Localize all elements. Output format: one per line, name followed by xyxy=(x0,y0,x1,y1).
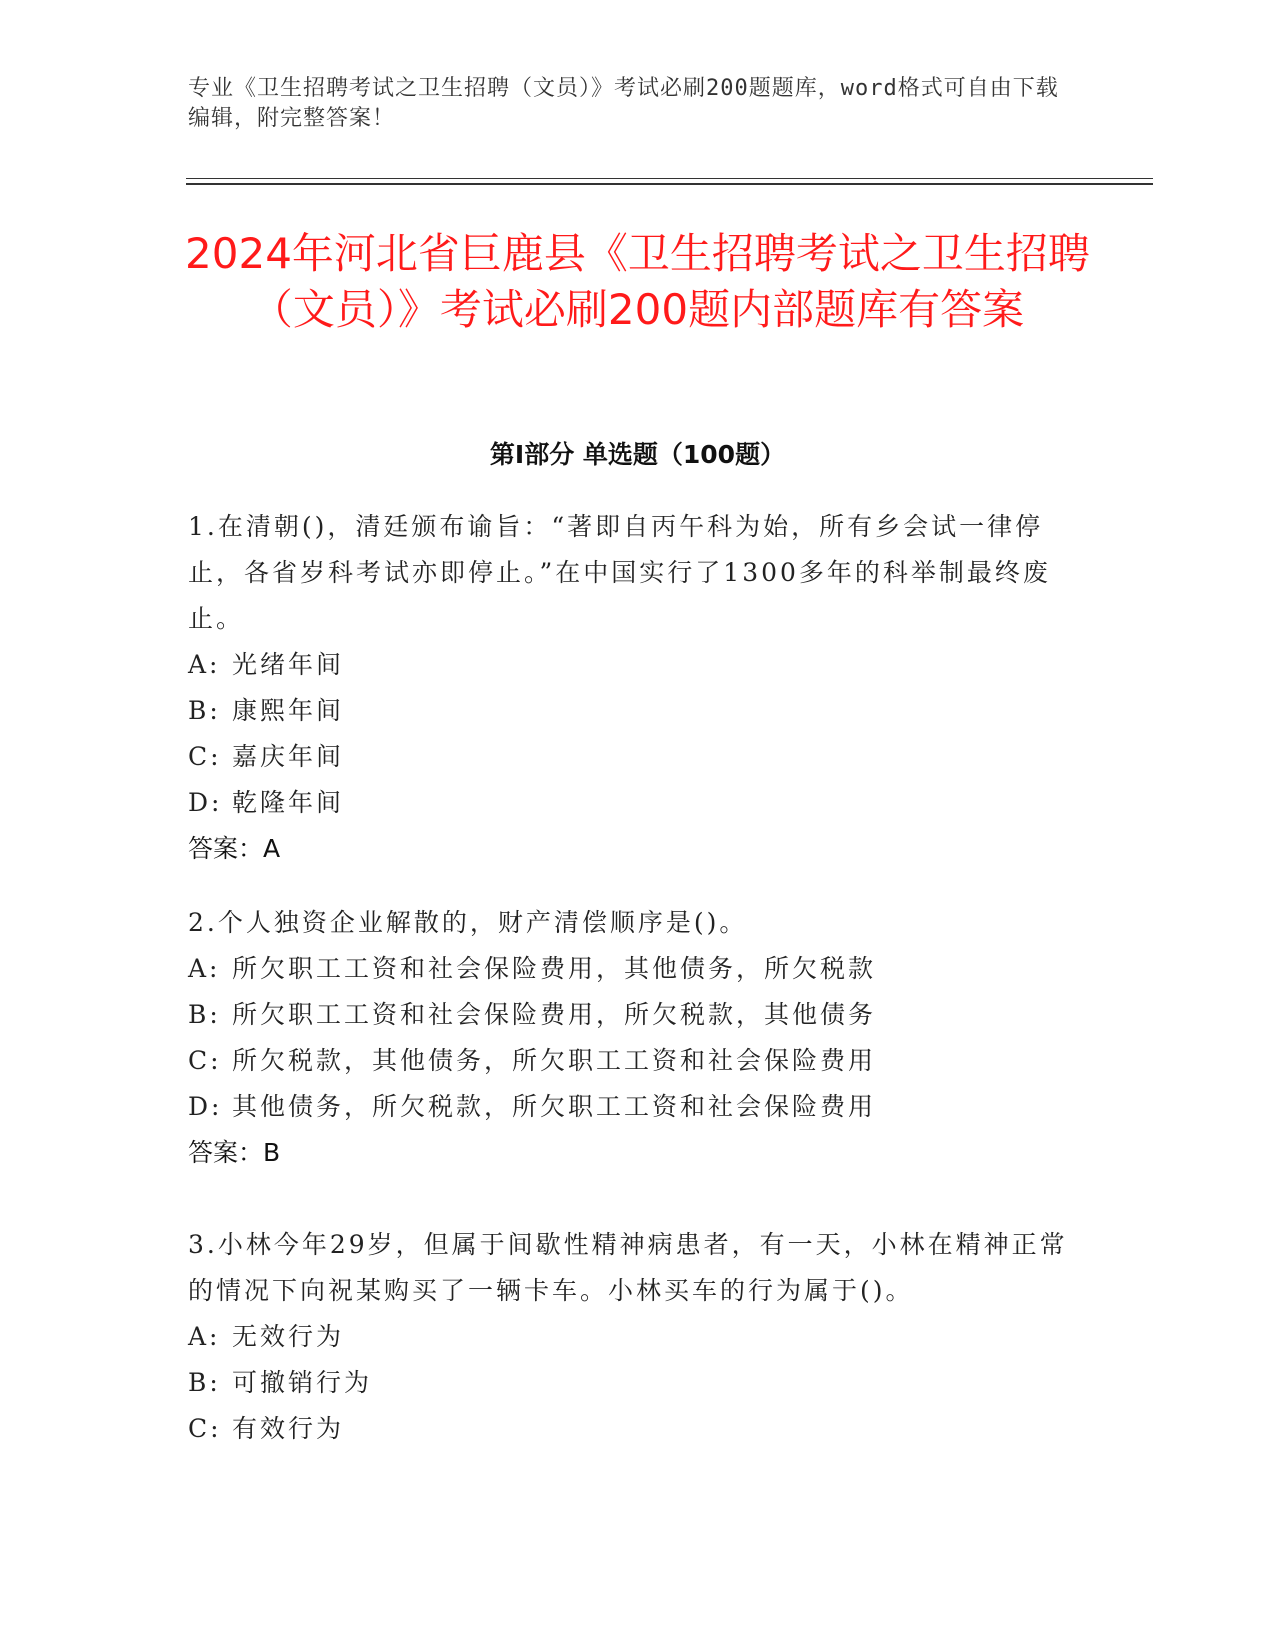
option-letter: B: xyxy=(188,1368,221,1397)
question-option-b xyxy=(188,992,1088,1038)
question-option-d xyxy=(188,780,1088,826)
question-option-b xyxy=(188,1360,1088,1406)
option-text: 可撤销行为 xyxy=(232,1368,373,1397)
document-title: 2024年河北省巨鹿县《卫生招聘考试之卫生招聘（文员）》考试必刷200题内部题库有答案 xyxy=(185,229,1090,334)
question-option-d xyxy=(188,1084,1088,1130)
option-text: 其他债务，所欠税款，所欠职工工资和社会保险费用 xyxy=(232,1092,877,1121)
question-stem: 1.在清朝()，清廷颁布谕旨：“著即自丙午科为始，所有乡会试一律停止，各省岁科考试亦即停止。”在中国实行了1300多年的科举制最终废止。 xyxy=(188,512,1051,633)
question-option-c xyxy=(188,1038,1088,1084)
option-letter: A: xyxy=(188,954,221,983)
option-text: 所欠税款，其他债务，所欠职工工资和社会保险费用 xyxy=(232,1046,877,1075)
section-heading: 第Ⅰ部分 单选题（100题） xyxy=(489,440,786,469)
question-option-b xyxy=(188,688,1088,734)
option-letter: A: xyxy=(188,1322,221,1351)
option-text: 有效行为 xyxy=(232,1414,345,1443)
question-option-a xyxy=(188,642,1088,688)
question-1 xyxy=(188,504,1088,872)
option-text: 乾隆年间 xyxy=(232,788,345,817)
header-rule-thin xyxy=(186,178,1153,179)
option-letter: C: xyxy=(188,1046,222,1075)
question-3 xyxy=(188,1222,1088,1452)
question-stem: 2.个人独资企业解散的，财产清偿顺序是()。 xyxy=(188,908,748,937)
header-rule-thick xyxy=(186,183,1153,185)
option-letter: C: xyxy=(188,1414,222,1443)
option-text: 康熙年间 xyxy=(232,696,345,725)
option-letter: C: xyxy=(188,742,222,771)
question-stem: 3.小林今年29岁，但属于间歇性精神病患者，有一天，小林在精神正常的情况下向祝某购买了一辆卡车。小林买车的行为属于()。 xyxy=(188,1230,1068,1305)
question-answer: 答案：A xyxy=(188,834,281,863)
option-letter: A: xyxy=(188,650,221,679)
option-text: 光绪年间 xyxy=(232,650,345,679)
option-text: 所欠职工工资和社会保险费用，所欠税款，其他债务 xyxy=(232,1000,877,1029)
option-letter: B: xyxy=(188,1000,221,1029)
question-option-a xyxy=(188,1314,1088,1360)
question-answer: 答案：B xyxy=(188,1138,281,1167)
question-2 xyxy=(188,900,1088,1176)
header-note: 专业《卫生招聘考试之卫生招聘（文员）》考试必刷200题题库，word格式可自由下载编辑，附完整答案！ xyxy=(188,76,1059,131)
option-letter: D: xyxy=(188,1092,223,1121)
question-option-c xyxy=(188,1406,1088,1452)
option-text: 嘉庆年间 xyxy=(232,742,345,771)
option-text: 无效行为 xyxy=(232,1322,345,1351)
question-option-a xyxy=(188,946,1088,992)
option-letter: D: xyxy=(188,788,223,817)
question-option-c xyxy=(188,734,1088,780)
option-letter: B: xyxy=(188,696,221,725)
option-text: 所欠职工工资和社会保险费用，其他债务，所欠税款 xyxy=(232,954,877,983)
